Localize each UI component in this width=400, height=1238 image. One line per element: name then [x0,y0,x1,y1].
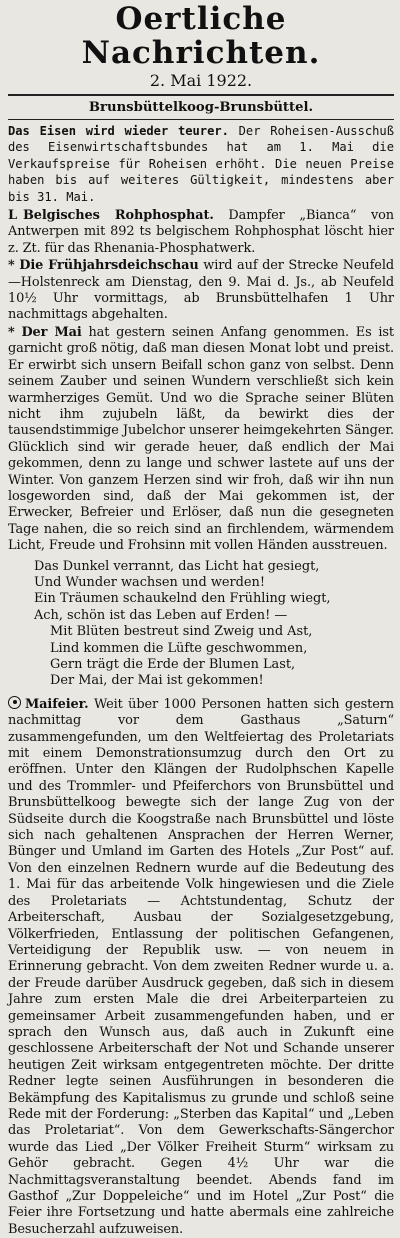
poem-line: Das Dunkel verrannt, das Licht hat gesiegt, [34,558,320,574]
article-lead: Die Frühjahrsdeichschau [19,258,199,274]
article-text: Der Roheisen-Ausschuß des Eisenwirtschaftsbundes hat am 1. Mai die Verkaufspreise für Roheisen erhöht. Die neuen Preise haben bis auf weiteres Gültigkeit, mindestens aber bis 31. Mai. [8,124,394,204]
article-text: wird auf der Strecke Neufeld—Holstenreck am Dienstag, den 9. Mai d. Js., ab Neufeld 10½ Uhr vormittags, ab Brunsbüttelhafen 1 Uhr nachmittags abgehalten. [8,258,395,323]
masthead-date: 2. Mai 1922. [149,71,253,90]
article-mai [8,325,394,555]
article-marker: * [8,258,15,274]
article-marker: L [8,208,17,224]
article-deichschau [8,258,394,324]
poem [34,559,394,690]
article-marker: * [8,324,15,340]
poem-line: Lind kommen die Lüfte geschwommen, [50,640,308,656]
article-text: hat gestern seinen Anfang genommen. Es ist garnicht groß nötig, daß man diesen Monat lobt und preist. Er erwirbt sich unsern Beifall schon ganz von selbst. Denn seinem Zauber und seinen Wundern verschließt sich kein warmherziges Gemüt. Und wo die Sprache seiner Blüten nicht ihm zujubeln läßt, da bewirkt dies der tausendstimmige Jubelchor unserer heimgekehrten Sänger. Glücklich sind wir gerade heuer, daß endlich der Mai gekommen, denn zu lange und schwer lastete auf uns der Winter. Von ganzem Herzen sind wir froh, daß wir ihn nun losgeworden sind, daß der Mai gekommen ist, der Erwecker, Befreier und Erlöser, daß nun die gesegneten Tage nahen, die so reich sind an firchlendem, wärmendem Licht, Freude und Frohsinn mit vollen Händen ausstreuen. [8,324,395,554]
poem-line: Und Wunder wachsen und werden! [34,574,266,590]
article-lead: Belgisches Rohphosphat. [22,208,214,224]
article-maifeier [8,696,394,1238]
article-lead: Maifeier. [25,696,89,712]
section-heading: Brunsbüttelkoog-Brunsbüttel. [88,100,314,115]
poem-line: Ein Träumen schaukelnd den Frühling wiegt, [34,591,331,607]
circled-dot-icon [8,696,21,709]
divider-rule-thin [8,119,394,120]
article-eisen [8,123,394,205]
poem-line: Ach, schön ist das Leben auf Erden! — [34,607,288,623]
masthead [8,2,394,90]
poem-line: Der Mai, der Mai ist gekommen! [50,673,264,689]
poem-line: Gern trägt die Erde der Blumen Last, [50,657,296,672]
poem-line: Mit Blüten bestreut sind Zweig und Ast, [50,624,313,640]
article-text: Weit über 1000 Personen hatten sich gestern nachmittag vor dem Gasthaus „Saturn“ zusammengefunden, um den Weltfeiertag des Proletariats mit einem Demonstrationsumzug durch den Ort zu eröffnen. Unter den Klängen der Rudolphschen Kapelle und des Trommler- und Pfeiferchors von Brunsbüttel und Brunsbüttelkoog bewegte sich der lange Zug von der Südseite durch die Koogstraße nach Brunsbüttel und löste sich nach gehaltenen Ansprachen der Herren Werner, Bünger und Umland im Garten des Hotels „Zur Post“ auf. Von den einzelnen Rednern wurde auf die Bedeutung des 1. Mai für das arbeitende Volk hingewiesen und die Ziele des Proletariats — Achtstundentag, Schutz der Arbeiterschaft, Ausbau der Sozialgesetzgebung, Völkerfrieden, Entlassung der politischen Gefangenen, Verteidigung der Republik usw. — von neuem in Erinnerung gebracht. Von dem zweiten Redner wurde u. a. der Freude darüber Ausdruck gegeben, daß sich in diesem Jahre zum ersten Male die drei Arbeiterparteien zu gemeinsamer Arbeit zusammengefunden haben, und er sprach den Wunsch aus, daß auch in Zukunft eine geschlossene Arbeiterschaft der Not und Schande unserer heutigen Zeit wirksam entgegentreten möchte. Der dritte Redner legte seinen Ausführungen in besonderen die Bekämpfung des Kapitalismus zu grunde und schloß seine Rede mit der Forderung: „Sterben das Kapital“ und „Leben das Proletariat“. Von dem Gewerkschafts-Sängerchor wurde das Lied „Der Völker Freiheit Sturm“ wirksam zu Gehör gebracht. Gegen 4½ Uhr war die Nachmittagsveranstaltung beendet. Abends fand im Gasthof „Zur Doppeleiche“ und im Hotel „Zur Post“ die Feier ihre Fortsetzung und hatte abermals eine zahlreiche Besucherzahl aufzuweisen. [8,696,394,1237]
article-lead: Das Eisen wird wieder teurer. [8,124,229,138]
divider-rule [8,94,394,96]
article-text: Dampfer „Bianca“ von Antwerpen mit 892 ts belgischem Rohphosphat löscht hier z. Zt. für das Rhenania-Phosphatwerk. [8,208,395,256]
masthead-title: Oertliche Nachrichten. [81,1,321,71]
article-phosphat [8,208,394,257]
article-lead: Der Mai [21,324,82,340]
